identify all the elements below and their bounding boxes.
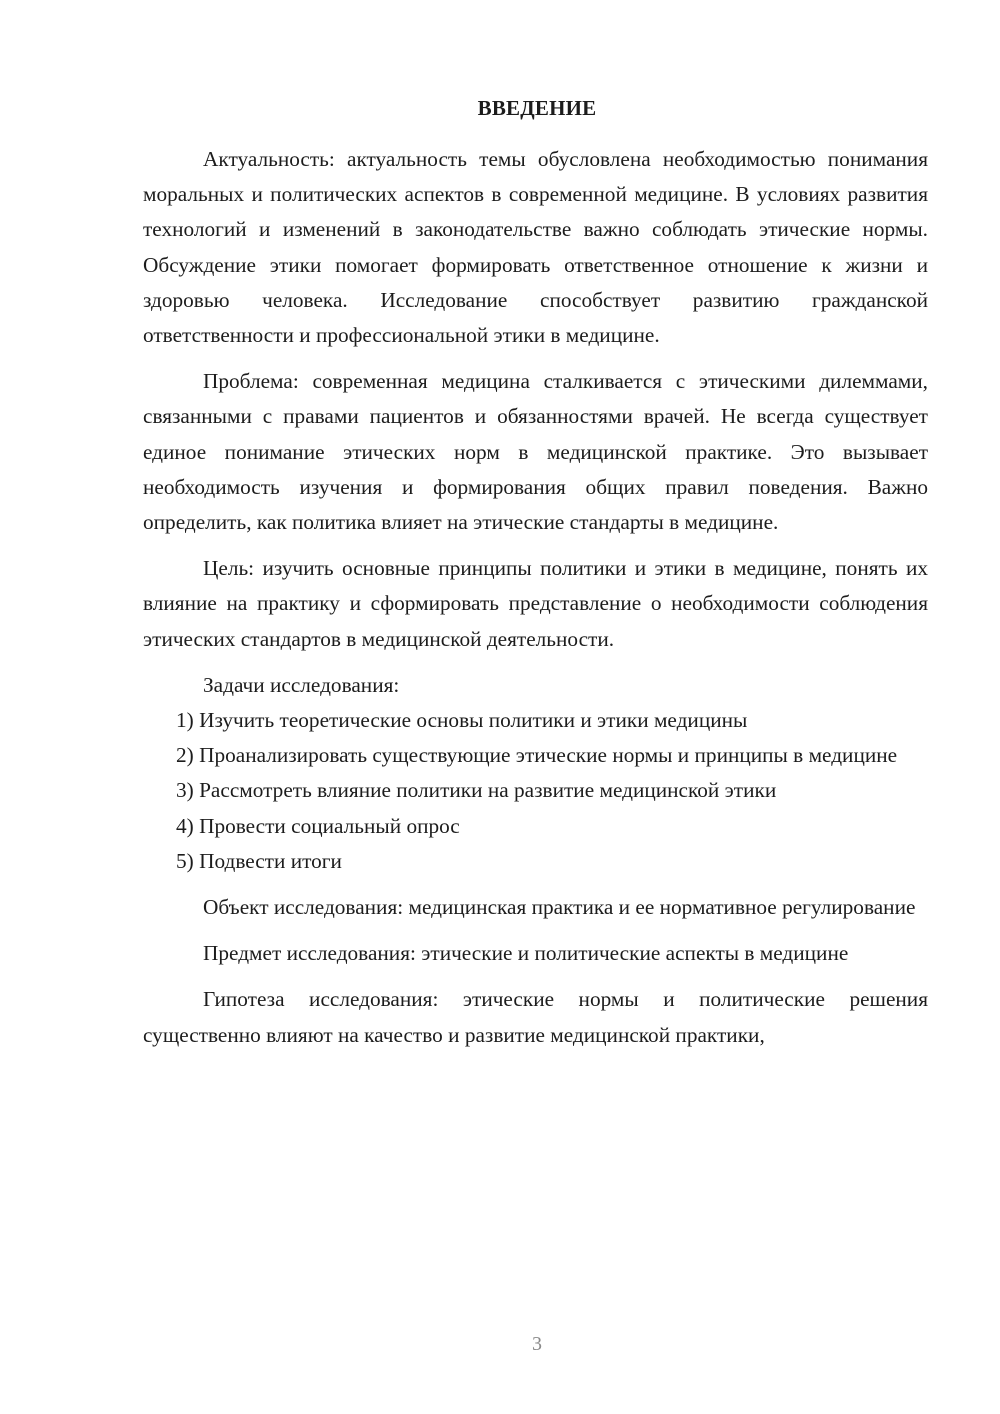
task-item: 3) Рассмотреть влияние политики на развитие медицинской этики bbox=[176, 778, 777, 803]
body-text bbox=[143, 142, 928, 1053]
subject-paragraph: Предмет исследования: этические и политические аспекты в медицине bbox=[203, 941, 849, 966]
task-item: 5) Подвести итоги bbox=[176, 848, 342, 873]
relevance-paragraph: Актуальность: актуальность темы обусловлена необходимостью понимания моральных и политических аспектов в современной медицине. В условиях развития технологий и изменений в законодательстве важно соблюдать этические нормы. Обсуждение этики помогает формировать ответственное отношение к жизни и здоровью человека. Исследование способствует развитию гражданской ответственности и профессиональной этики в медицине. bbox=[143, 147, 928, 348]
page-number: 3 bbox=[532, 1333, 542, 1355]
section-heading: ВВЕДЕНИЕ bbox=[477, 96, 597, 120]
task-item: 4) Провести социальный опрос bbox=[176, 813, 460, 838]
problem-paragraph: Проблема: современная медицина сталкивается с этическими дилеммами, связанными с правами пациентов и обязанностями врачей. Не всегда существует единое понимание этических норм в медицинской практике. Это вызывает необходимость изучения и формирования общих правил поведения. Важно определить, как политика влияет на этические стандарты в медицине. bbox=[143, 369, 928, 535]
task-item: 2) Проанализировать существующие этические нормы и принципы в медицине bbox=[176, 743, 898, 768]
goal-paragraph: Цель: изучить основные принципы политики и этики в медицине, понять их влияние на практику и сформировать представление о необходимости соблюдения этических стандартов в медицинской деятельности. bbox=[143, 556, 928, 651]
tasks-intro: Задачи исследования: bbox=[203, 672, 400, 697]
hypothesis-paragraph: Гипотеза исследования: этические нормы и политические решения существенно влияют на качество и развитие медицинской практики, bbox=[143, 987, 928, 1047]
object-paragraph: Объект исследования: медицинская практика и ее нормативное регулирование bbox=[203, 895, 916, 920]
task-item: 1) Изучить теоретические основы политики и этики медицины bbox=[176, 708, 748, 733]
